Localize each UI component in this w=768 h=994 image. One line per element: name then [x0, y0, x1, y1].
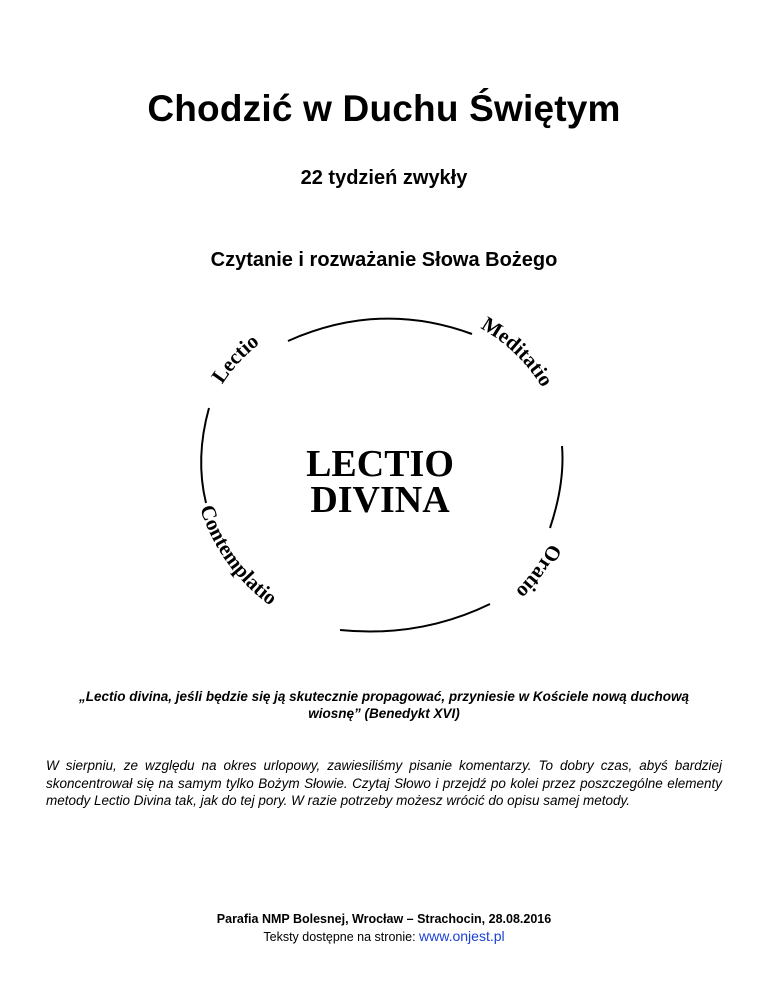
- circle-segment-left: [201, 408, 209, 503]
- footer-website-line: [0, 928, 768, 944]
- step-contemplatio-label: Contemplatio: [195, 501, 282, 610]
- website-link[interactable]: www.onjest.pl: [419, 928, 505, 944]
- step-meditatio-label: Meditatio: [477, 311, 559, 391]
- circle-segment-top: [288, 319, 472, 341]
- page-title: Chodzić w Duchu Świętym: [147, 88, 621, 129]
- diagram-center-line2: DIVINA: [310, 479, 450, 521]
- step-lectio-label: Lectio: [206, 328, 264, 388]
- quote: „Lectio divina, jeśli będzie się ją skutecznie propagować, przyniesie w Kościele nową duchową wiosnę” (Benedykt XVI): [79, 689, 689, 721]
- lectio-divina-diagram: [190, 308, 590, 648]
- diagram-center-line1: LECTIO: [306, 443, 454, 485]
- footer-parish-line: Parafia NMP Bolesnej, Wrocław – Strachocin, 28.08.2016: [216, 912, 552, 926]
- body-paragraph: W sierpniu, ze względu na okres urlopowy, zawiesiliśmy pisanie komentarzy. To dobry czas, abyś bardziej skoncentrował się na samym tylko Bożym Słowie. Czytaj Słowo i przejdź po kolei przez poszczególne elementy metody Lectio Divina tak, jak do tej pory. W razie potrzeby możesz wrócić do opisu samej metody.: [46, 758, 722, 808]
- footer-website-prefix: Teksty dostępne na stronie:: [263, 930, 420, 944]
- section-heading: Czytanie i rozważanie Słowa Bożego: [210, 249, 558, 271]
- circle-segment-bottom: [340, 604, 490, 632]
- circle-segment-right: [550, 446, 563, 528]
- step-oratio-label: Oratio: [511, 540, 567, 605]
- page-subtitle: 22 tydzień zwykły: [300, 167, 468, 189]
